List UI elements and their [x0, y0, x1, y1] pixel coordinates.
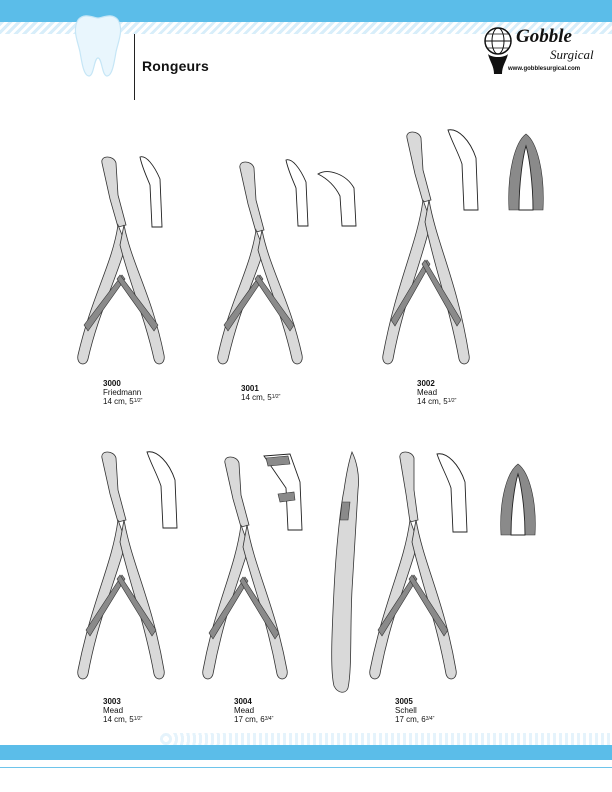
brand-url: www.gobblesurgical.com — [508, 66, 581, 72]
header-divider — [134, 34, 135, 100]
tooth-icon — [70, 12, 126, 80]
caption-3005 — [395, 697, 434, 724]
item-size: 14 cm, $5^{1/2"}$ — [103, 715, 143, 724]
item-size: 14 cm, $5^{1/2"}$ — [103, 397, 143, 406]
item-name: Mead — [103, 706, 124, 715]
rongeur-3005-jaw-detail — [433, 452, 473, 534]
item-size: 17 cm, $6^{3/4"}$ — [234, 715, 274, 724]
item-size: 14 cm, $5^{1/2"}$ — [417, 397, 457, 406]
rongeur-3005-tip-detail — [497, 462, 539, 537]
caption-3002 — [417, 379, 456, 406]
rongeur-3001-jaw-detail-a — [282, 158, 312, 228]
item-number: 3005 — [395, 697, 413, 706]
rongeur-3002-tip-detail — [505, 132, 547, 212]
caption-3004 — [234, 697, 273, 724]
item-number: 3003 — [103, 697, 121, 706]
caption-3003 — [103, 697, 142, 724]
rongeur-3003-jaw-detail — [143, 450, 183, 530]
brand-subtitle: Surgical — [550, 47, 594, 62]
rongeur-3004-jaw-detail — [260, 452, 308, 532]
brand-name: Gobble — [516, 26, 572, 47]
item-number: 3001 — [241, 384, 259, 393]
item-size: 17 cm, $6^{3/4"}$ — [395, 715, 435, 724]
rongeur-3001-jaw-detail-b — [316, 168, 361, 228]
item-number: 3004 — [234, 697, 252, 706]
item-name: Mead — [234, 706, 255, 715]
item-number: 3002 — [417, 379, 435, 388]
bottom-banner — [0, 745, 612, 760]
rongeur-3002-jaw-detail — [444, 128, 484, 213]
item-number: 3000 — [103, 379, 121, 388]
page-title: Rongeurs — [142, 58, 209, 74]
item-name: Mead — [417, 388, 438, 397]
item-name: Schell — [395, 706, 417, 715]
bottom-rule — [0, 767, 612, 768]
caption-3001 — [241, 384, 280, 402]
brand-logo — [480, 24, 605, 84]
bottom-wave-pattern — [160, 733, 612, 745]
rongeur-3000-jaw-detail — [136, 155, 166, 230]
item-size: 14 cm, $5^{1/2"}$ — [241, 393, 281, 402]
caption-3000 — [103, 379, 142, 406]
item-name: Friedmann — [103, 388, 142, 397]
rongeur-3000-illustration — [70, 155, 185, 375]
